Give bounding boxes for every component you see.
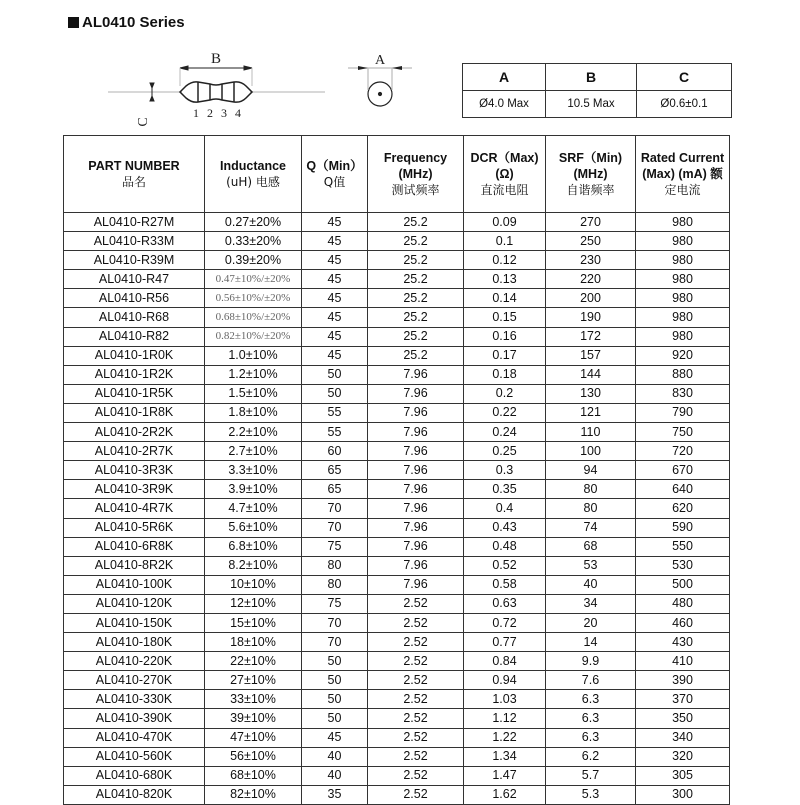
table-row [64,594,730,613]
header-frequency: Frequency (MHz) 测试频率 [368,136,464,213]
table-row [64,766,730,785]
label-b: B [210,51,222,67]
cell-inductance: 0.27±20% [205,213,302,232]
cell-inductance: 1.0±10% [205,346,302,365]
table-row [64,213,730,232]
cell-frequency: 2.52 [368,633,464,652]
cell-inductance: 18±10% [205,633,302,652]
table-row [64,613,730,632]
cell-inductance: 3.9±10% [205,480,302,499]
inductor-body [180,82,252,102]
cell-rated-current: 340 [636,728,730,747]
cell-dcr: 0.72 [464,613,546,632]
cell-dcr: 0.48 [464,537,546,556]
cell-srf: 121 [546,403,636,422]
cell-inductance: 6.8±10% [205,537,302,556]
cell-srf: 6.3 [546,709,636,728]
cell-frequency: 25.2 [368,232,464,251]
table-row [64,442,730,461]
cell-frequency: 7.96 [368,442,464,461]
cell-srf: 7.6 [546,671,636,690]
cell-part-number: AL0410-270K [64,671,205,690]
table-row [64,289,730,308]
table-row [64,270,730,289]
cell-q-min: 70 [302,633,368,652]
cell-frequency: 25.2 [368,289,464,308]
cell-rated-current: 370 [636,690,730,709]
cell-frequency: 2.52 [368,747,464,766]
cell-rated-current: 790 [636,403,730,422]
cell-rated-current: 980 [636,327,730,346]
cell-inductance: 2.2±10% [205,423,302,442]
cell-frequency: 7.96 [368,556,464,575]
cell-frequency: 2.52 [368,652,464,671]
table-row [64,671,730,690]
cell-part-number: AL0410-R33M [64,232,205,251]
cell-rated-current: 980 [636,270,730,289]
cell-q-min: 45 [302,327,368,346]
cell-q-min: 45 [302,213,368,232]
cell-srf: 270 [546,213,636,232]
cell-q-min: 70 [302,518,368,537]
table-row [64,556,730,575]
cell-q-min: 75 [302,537,368,556]
cell-srf: 6.2 [546,747,636,766]
table-row [64,518,730,537]
cell-inductance: 5.6±10% [205,518,302,537]
cell-rated-current: 500 [636,575,730,594]
cell-q-min: 50 [302,365,368,384]
cell-q-min: 50 [302,709,368,728]
cell-dcr: 0.4 [464,499,546,518]
cell-srf: 20 [546,613,636,632]
cell-rated-current: 640 [636,480,730,499]
cell-srf: 68 [546,537,636,556]
dim-header-c: C [637,64,732,91]
cell-frequency: 25.2 [368,251,464,270]
spec-table-body [64,213,730,805]
cell-srf: 80 [546,499,636,518]
cell-srf: 6.3 [546,690,636,709]
table-row [64,461,730,480]
cell-q-min: 50 [302,671,368,690]
label-a: A [374,53,386,68]
header-inductance: Inductance (uH) 电感 [205,136,302,213]
band-number: 4 [235,106,241,120]
cell-inductance: 0.39±20% [205,251,302,270]
cell-dcr: 0.14 [464,289,546,308]
cell-frequency: 7.96 [368,461,464,480]
cell-inductance: 4.7±10% [205,499,302,518]
cell-rated-current: 980 [636,251,730,270]
cell-frequency: 25.2 [368,213,464,232]
cell-rated-current: 550 [636,537,730,556]
cell-dcr: 0.84 [464,652,546,671]
cell-frequency: 2.52 [368,766,464,785]
cell-q-min: 80 [302,556,368,575]
cell-q-min: 70 [302,499,368,518]
cell-q-min: 65 [302,480,368,499]
header-srf: SRF（Min) (MHz) 自谐频率 [546,136,636,213]
cell-part-number: AL0410-390K [64,709,205,728]
cell-srf: 53 [546,556,636,575]
cell-q-min: 70 [302,613,368,632]
series-title [68,14,185,31]
table-row [64,251,730,270]
cell-rated-current: 590 [636,518,730,537]
cell-q-min: 50 [302,690,368,709]
cell-rated-current: 720 [636,442,730,461]
cell-inductance: 1.2±10% [205,365,302,384]
cell-dcr: 0.13 [464,270,546,289]
cell-part-number: AL0410-4R7K [64,499,205,518]
bullet-square-icon [68,17,79,28]
cell-q-min: 80 [302,575,368,594]
cell-inductance: 33±10% [205,690,302,709]
cell-inductance: 27±10% [205,671,302,690]
cell-q-min: 45 [302,728,368,747]
cell-rated-current: 830 [636,384,730,403]
table-row [64,728,730,747]
cell-dcr: 0.3 [464,461,546,480]
cell-inductance: 56±10% [205,747,302,766]
cell-frequency: 7.96 [368,423,464,442]
table-row [64,747,730,766]
header-dcr: DCR（Max) (Ω) 直流电阻 [464,136,546,213]
cell-srf: 14 [546,633,636,652]
cell-frequency: 7.96 [368,384,464,403]
cell-rated-current: 305 [636,766,730,785]
cell-dcr: 1.47 [464,766,546,785]
cell-srf: 190 [546,308,636,327]
table-row [64,232,730,251]
cell-part-number: AL0410-120K [64,594,205,613]
cell-rated-current: 390 [636,671,730,690]
cell-part-number: AL0410-330K [64,690,205,709]
cell-frequency: 7.96 [368,365,464,384]
dimensions-value-row [463,91,732,118]
cell-dcr: 0.24 [464,423,546,442]
cell-q-min: 35 [302,785,368,804]
cell-part-number: AL0410-R47 [64,270,205,289]
label-c: C [136,117,151,127]
cell-q-min: 55 [302,403,368,422]
cell-dcr: 0.1 [464,232,546,251]
cell-dcr: 0.35 [464,480,546,499]
cell-frequency: 7.96 [368,499,464,518]
cell-part-number: AL0410-5R6K [64,518,205,537]
cell-srf: 6.3 [546,728,636,747]
cell-srf: 94 [546,461,636,480]
series-title-text: AL0410 Series [82,14,185,31]
cell-q-min: 45 [302,346,368,365]
cell-frequency: 25.2 [368,270,464,289]
header-q-min: Q（Min） Q值 [302,136,368,213]
cell-q-min: 45 [302,270,368,289]
cell-srf: 5.3 [546,785,636,804]
cell-dcr: 0.43 [464,518,546,537]
cell-frequency: 2.52 [368,594,464,613]
cell-dcr: 0.17 [464,346,546,365]
cell-rated-current: 530 [636,556,730,575]
band-number: 3 [221,106,227,120]
header-part-number: PART NUMBER 品名 [64,136,205,213]
cell-inductance: 0.56±10%/±20% [205,289,302,308]
cell-rated-current: 980 [636,289,730,308]
table-row [64,346,730,365]
cell-part-number: AL0410-1R2K [64,365,205,384]
cell-dcr: 1.03 [464,690,546,709]
table-row [64,384,730,403]
cell-rated-current: 460 [636,613,730,632]
cell-srf: 220 [546,270,636,289]
cell-rated-current: 980 [636,232,730,251]
table-row [64,709,730,728]
cell-dcr: 0.25 [464,442,546,461]
cell-inductance: 47±10% [205,728,302,747]
cell-srf: 34 [546,594,636,613]
cell-srf: 172 [546,327,636,346]
cell-part-number: AL0410-470K [64,728,205,747]
cell-part-number: AL0410-1R5K [64,384,205,403]
cell-srf: 74 [546,518,636,537]
cell-dcr: 0.15 [464,308,546,327]
cell-dcr: 0.58 [464,575,546,594]
dimensions-table [462,63,732,118]
cell-part-number: AL0410-680K [64,766,205,785]
cell-inductance: 8.2±10% [205,556,302,575]
cell-part-number: AL0410-180K [64,633,205,652]
cell-q-min: 55 [302,423,368,442]
cell-rated-current: 300 [636,785,730,804]
table-row [64,365,730,384]
cell-inductance: 12±10% [205,594,302,613]
cell-srf: 144 [546,365,636,384]
cell-part-number: AL0410-820K [64,785,205,804]
table-row [64,423,730,442]
cell-frequency: 2.52 [368,671,464,690]
cell-srf: 130 [546,384,636,403]
cell-inductance: 82±10% [205,785,302,804]
cell-inductance: 10±10% [205,575,302,594]
cell-q-min: 50 [302,652,368,671]
cell-frequency: 7.96 [368,480,464,499]
cell-rated-current: 410 [636,652,730,671]
table-row [64,690,730,709]
cell-inductance: 22±10% [205,652,302,671]
cell-inductance: 0.33±20% [205,232,302,251]
cell-part-number: AL0410-6R8K [64,537,205,556]
cell-part-number: AL0410-1R8K [64,403,205,422]
header-rated-current: Rated Current (Max) (mA) 额 定电流 [636,136,730,213]
cell-dcr: 1.62 [464,785,546,804]
cell-inductance: 0.68±10%/±20% [205,308,302,327]
cell-inductance: 0.47±10%/±20% [205,270,302,289]
cell-frequency: 7.96 [368,403,464,422]
cell-q-min: 60 [302,442,368,461]
cell-rated-current: 430 [636,633,730,652]
end-view [348,66,412,106]
cell-part-number: AL0410-100K [64,575,205,594]
cell-inductance: 3.3±10% [205,461,302,480]
table-row [64,633,730,652]
cell-dcr: 0.94 [464,671,546,690]
cell-part-number: AL0410-R82 [64,327,205,346]
cell-dcr: 0.09 [464,213,546,232]
cell-rated-current: 980 [636,308,730,327]
cell-part-number: AL0410-2R7K [64,442,205,461]
cell-frequency: 2.52 [368,785,464,804]
cell-inductance: 1.5±10% [205,384,302,403]
cell-q-min: 45 [302,232,368,251]
dim-header-a: A [463,64,546,91]
cell-part-number: AL0410-3R3K [64,461,205,480]
cell-q-min: 45 [302,308,368,327]
band-numbers [193,106,241,120]
cell-part-number: AL0410-R27M [64,213,205,232]
cell-dcr: 1.34 [464,747,546,766]
dimensions-header-row [463,64,732,91]
cell-part-number: AL0410-2R2K [64,423,205,442]
dim-value-b: 10.5 Max [546,91,637,118]
cell-srf: 200 [546,289,636,308]
cell-frequency: 7.96 [368,537,464,556]
cell-inductance: 2.7±10% [205,442,302,461]
table-row [64,499,730,518]
cell-part-number: AL0410-R39M [64,251,205,270]
cell-q-min: 45 [302,289,368,308]
cell-frequency: 2.52 [368,728,464,747]
cell-frequency: 7.96 [368,575,464,594]
table-row [64,652,730,671]
dim-value-c: Ø0.6±0.1 [637,91,732,118]
cell-rated-current: 670 [636,461,730,480]
table-row [64,537,730,556]
cell-part-number: AL0410-150K [64,613,205,632]
cell-srf: 80 [546,480,636,499]
cell-dcr: 0.2 [464,384,546,403]
cell-q-min: 75 [302,594,368,613]
cell-srf: 157 [546,346,636,365]
cell-dcr: 1.22 [464,728,546,747]
cell-part-number: AL0410-3R9K [64,480,205,499]
band-number: 2 [207,106,213,120]
table-row [64,403,730,422]
dim-value-a: Ø4.0 Max [463,91,546,118]
cell-dcr: 0.52 [464,556,546,575]
cell-part-number: AL0410-8R2K [64,556,205,575]
cell-dcr: 0.77 [464,633,546,652]
cell-part-number: AL0410-220K [64,652,205,671]
spec-header-row [64,136,730,213]
cell-part-number: AL0410-R68 [64,308,205,327]
cell-rated-current: 920 [636,346,730,365]
cell-srf: 250 [546,232,636,251]
cell-frequency: 2.52 [368,613,464,632]
cell-inductance: 68±10% [205,766,302,785]
cell-part-number: AL0410-560K [64,747,205,766]
cell-frequency: 2.52 [368,690,464,709]
table-row [64,575,730,594]
band-number: 1 [193,106,199,120]
cell-srf: 5.7 [546,766,636,785]
cell-rated-current: 620 [636,499,730,518]
cell-frequency: 25.2 [368,308,464,327]
cell-srf: 40 [546,575,636,594]
cell-q-min: 45 [302,251,368,270]
cell-q-min: 40 [302,747,368,766]
cell-inductance: 15±10% [205,613,302,632]
table-row [64,327,730,346]
cell-srf: 100 [546,442,636,461]
table-row [64,308,730,327]
cell-inductance: 0.82±10%/±20% [205,327,302,346]
table-row [64,785,730,804]
table-row [64,480,730,499]
cell-srf: 9.9 [546,652,636,671]
cell-dcr: 0.22 [464,403,546,422]
cell-dcr: 0.12 [464,251,546,270]
cell-dcr: 0.63 [464,594,546,613]
cell-part-number: AL0410-1R0K [64,346,205,365]
cell-rated-current: 480 [636,594,730,613]
cell-q-min: 65 [302,461,368,480]
cell-dcr: 0.16 [464,327,546,346]
spec-table [63,135,730,805]
cell-rated-current: 320 [636,747,730,766]
cell-srf: 110 [546,423,636,442]
cell-frequency: 25.2 [368,327,464,346]
dim-header-b: B [546,64,637,91]
cell-dcr: 0.18 [464,365,546,384]
cell-rated-current: 750 [636,423,730,442]
cell-part-number: AL0410-R56 [64,289,205,308]
cell-q-min: 50 [302,384,368,403]
cell-srf: 230 [546,251,636,270]
cell-frequency: 2.52 [368,709,464,728]
cell-q-min: 40 [302,766,368,785]
cell-rated-current: 350 [636,709,730,728]
cell-inductance: 39±10% [205,709,302,728]
cell-frequency: 25.2 [368,346,464,365]
inductor-diagram [100,40,420,135]
cell-frequency: 7.96 [368,518,464,537]
cell-dcr: 1.12 [464,709,546,728]
cell-inductance: 1.8±10% [205,403,302,422]
cell-rated-current: 880 [636,365,730,384]
cell-rated-current: 980 [636,213,730,232]
